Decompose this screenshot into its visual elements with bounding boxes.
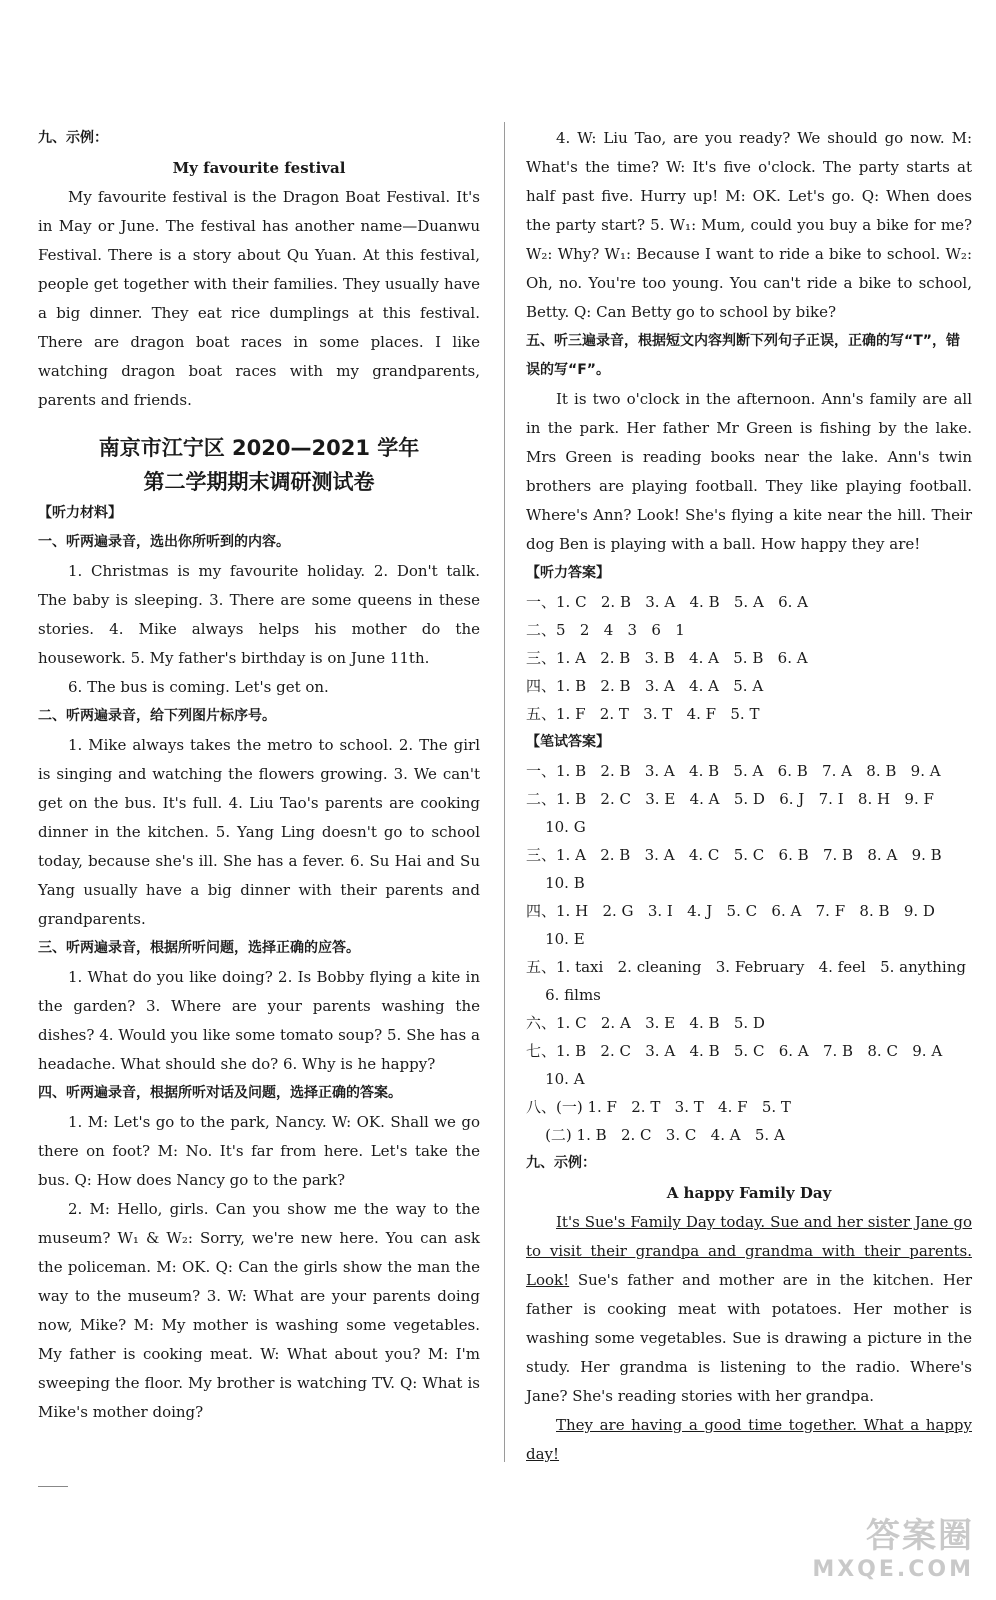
section-9-label: 九、示例：	[38, 130, 108, 146]
answer-line: 一、1. B 2. B 3. A 4. B 5. A 6. B 7. A 8. B 9. A	[526, 762, 941, 780]
watermark-url: MXQE.COM	[812, 1557, 974, 1582]
section-4-body: 1. M: Let's go to the park, Nancy. W: OK. Shall we go there on foot? M: No. It's far from here. Let's take the bus. Q: How does Nancy go to the park?	[38, 1113, 480, 1189]
section-1-body-2: 6. The bus is coming. Let's get on.	[68, 678, 329, 696]
right-column	[526, 124, 972, 1469]
answer-line: 四、1. B 2. B 3. A 4. A 5. A	[526, 677, 764, 695]
essay-conclusion	[526, 1411, 972, 1469]
answer-line: 三、1. A 2. B 3. B 4. A 5. B 6. A	[526, 649, 808, 667]
answer-line: 六、1. C 2. A 3. E 4. B 5. D	[526, 1014, 765, 1032]
essay-text: Sue's father and mother are in the kitchen. Her father is cooking meat with potatoes. Her mother is washing some vegetables. Sue is drawing a picture in the study. Her grandma is listening to the radio. Where's Jane? She's reading stories with her grandpa.	[526, 1271, 972, 1405]
listening-answers-heading: 【听力答案】	[526, 565, 610, 581]
section-5-heading: 五、听三遍录音，根据短文内容判断下列句子正误，正确的写“T”，错误的写“F”。	[526, 333, 960, 378]
answer-line: 10. G	[526, 818, 586, 836]
essay-body	[526, 1208, 972, 1411]
answer-line: 10. A	[526, 1070, 585, 1088]
written-answers-heading: 【笔试答案】	[526, 734, 610, 750]
answer-line: 二、5 2 4 3 6 1	[526, 621, 685, 639]
essay-title: My favourite festival	[172, 159, 346, 177]
left-column	[38, 124, 480, 1427]
answer-line: 五、1. F 2. T 3. T 4. F 5. T	[526, 705, 760, 723]
watermark-logo-text: 答案圈	[866, 1516, 974, 1556]
section-1-body: 1. Christmas is my favourite holiday. 2. Don't talk. The baby is sleeping. 3. There are some queens in these stories. 4. Mike always helps his mother do the housework. 5. My father's birthday is on June 11th.	[38, 562, 480, 667]
section-3-heading: 三、听两遍录音，根据所听问题，选择正确的应答。	[38, 940, 360, 956]
watermark	[812, 1508, 974, 1582]
section-9-label: 九、示例：	[526, 1155, 596, 1171]
answer-line: 三、1. A 2. B 3. A 4. C 5. C 6. B 7. B 8. A 9. B	[526, 846, 942, 864]
footer-rule	[38, 1486, 68, 1487]
answer-line: 10. E	[526, 930, 585, 948]
section-2-body: 1. Mike always takes the metro to school. 2. The girl is singing and watching the flowers growing. 3. We can't get on the bus. It's full. 4. Liu Tao's parents are cooking dinner in the kitchen. 5. Yang Ling doesn't go to school today, because she's ill. She has a fever. 6. Su Hai and Su Yang usually have a big dinner with their parents and grandparents.	[38, 736, 480, 928]
answer-line: (二) 1. B 2. C 3. C 4. A 5. A	[526, 1126, 785, 1144]
essay-title: A happy Family Day	[666, 1184, 832, 1202]
exam-title-line1: 南京市江宁区 2020—2021 学年	[98, 436, 420, 460]
section-5-body: It is two o'clock in the afternoon. Ann's family are all in the park. Her father Mr Green is fishing by the lake. Mrs Green is reading books near the lake. Ann's twin brothers are playing football. They like playing football. Where's Ann? Look! She's flying a kite near the hill. Their dog Ben is playing with a ball. How happy they are!	[526, 390, 972, 553]
section-3-body: 1. What do you like doing? 2. Is Bobby flying a kite in the garden? 3. Where are your parents washing the dishes? 4. Would you like some tomato soup? 5. She has a headache. What should she do? 6. Why is he happy?	[38, 968, 480, 1073]
answer-line: 6. films	[526, 986, 601, 1004]
essay-body: My favourite festival is the Dragon Boat Festival. It's in May or June. The festival has another name—Duanwu Festival. There is a story about Qu Yuan. At this festival, people get together with their families. They usually have a big dinner. They eat rice dumplings at this festival. There are dragon boat races in some places. I like watching dragon boat races with my grandparents, parents and friends.	[38, 188, 480, 409]
section-4-body-2: 2. M: Hello, girls. Can you show me the way to the museum? W₁ & W₂: Sorry, we're new here. You can ask the policeman. M: OK. Q: Can the girls show the man the way to the museum? 3. W: What are your parents doing now, Mike? M: My mother is washing some vegetables. My father is cooking meat. W: What about you? M: I'm sweeping the floor. My brother is watching TV. Q: What is Mike's mother doing?	[38, 1200, 480, 1421]
listening-material-heading: 【听力材料】	[38, 505, 122, 521]
section-2-heading: 二、听两遍录音，给下列图片标序号。	[38, 708, 276, 724]
section-4-continued: 4. W: Liu Tao, are you ready? We should go now. M: What's the time? W: It's five o'clock. The party starts at half past five. Hurry up! M: OK. Let's go. Q: When does the party start? 5. W₁: Mum, could you buy a bike for me? W₂: Why? W₁: Because I want to ride a bike to school. W₂: Oh, no. You're too young. You can't ride a bike to school, Betty. Q: Can Betty go to school by bike?	[526, 129, 972, 321]
answer-line: 八、(一) 1. F 2. T 3. T 4. F 5. T	[526, 1098, 791, 1116]
section-4-heading: 四、听两遍录音，根据所听对话及问题，选择正确的答案。	[38, 1085, 402, 1101]
answer-line: 二、1. B 2. C 3. E 4. A 5. D 6. J 7. I 8. H 9. F	[526, 790, 934, 808]
answer-line: 10. B	[526, 874, 585, 892]
section-1-heading: 一、听两遍录音，选出你所听到的内容。	[38, 534, 290, 550]
answer-line: 一、1. C 2. B 3. A 4. B 5. A 6. A	[526, 593, 809, 611]
exam-title-line2: 第二学期期末调研测试卷	[143, 470, 375, 494]
answer-line: 四、1. H 2. G 3. I 4. J 5. C 6. A 7. F 8. B 9. D	[526, 902, 935, 920]
underlined-sentence: They are having a good time together. What a happy day!	[526, 1416, 972, 1463]
underlined-sentence: It's Sue's Family Day today. Sue and her sister Jane go to visit their grandpa and grandma with their parents. Look!	[526, 1213, 972, 1289]
answer-line: 五、1. taxi 2. cleaning 3. February 4. feel 5. anything	[526, 958, 966, 976]
answer-line: 七、1. B 2. C 3. A 4. B 5. C 6. A 7. B 8. C 9. A	[526, 1042, 943, 1060]
column-divider	[504, 122, 505, 1462]
